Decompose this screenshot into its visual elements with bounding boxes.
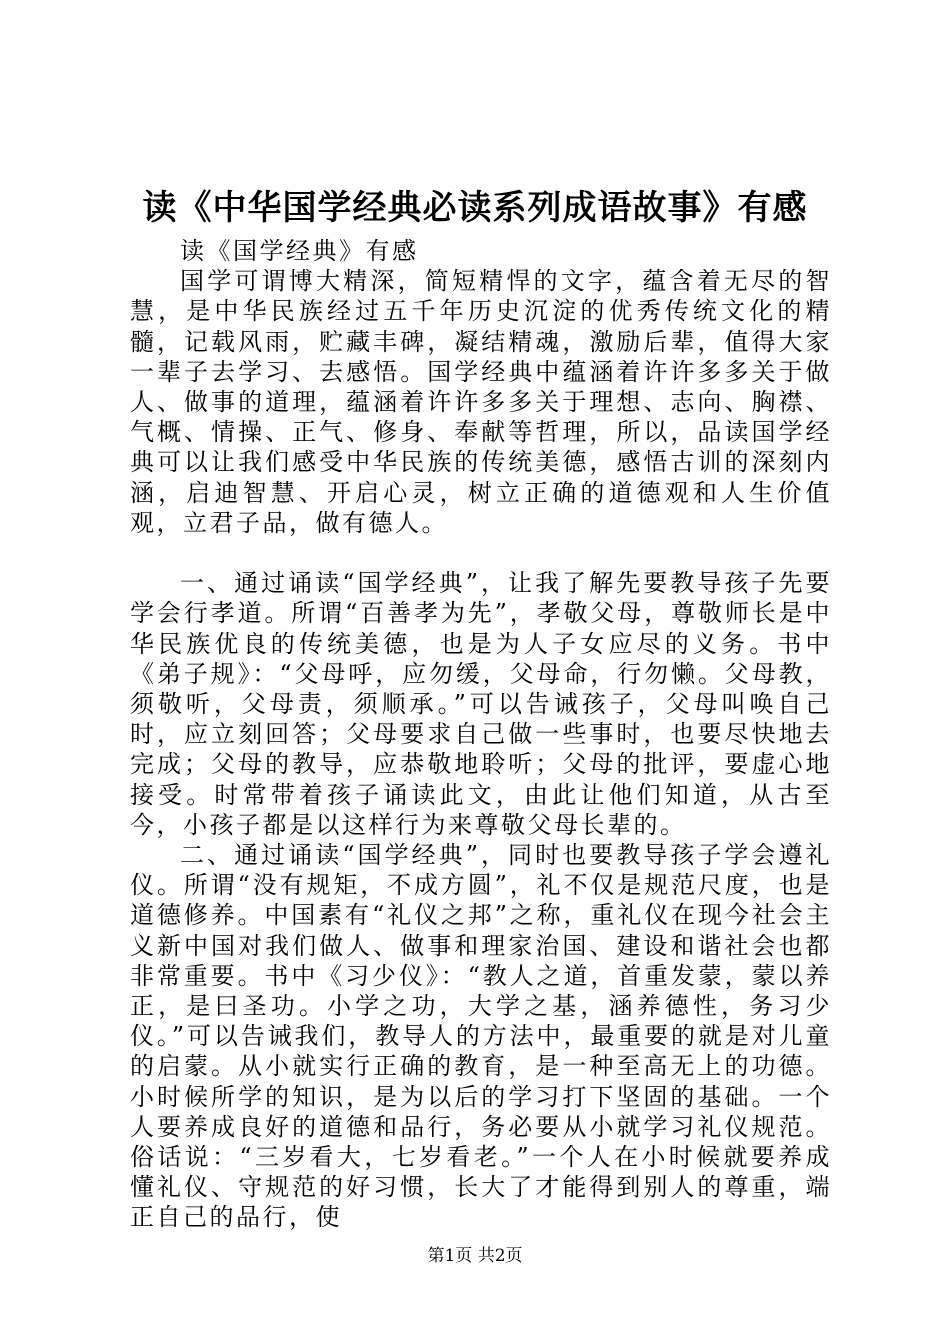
document-title: 读《中华国学经典必读系列成语故事》有感 [142, 188, 808, 228]
document-body [130, 236, 832, 1233]
page-footer: 第1页 共2页 [427, 1246, 523, 1266]
paragraph-section-two: 二、通过诵读“国学经典”，同时也要教导孩子学会遵礼仪。所谓“没有规矩，不成方圆”，礼不仅是规范尺度，也是道德修养。中国素有“礼仪之邦”之称，重礼仪在现今社会主义新中国对我们做人、做事和理家治国、建设和谐社会也都非常重要。书中《习少仪》：“教人之道，首重发蒙，蒙以养正，是曰圣功。小学之功，大学之基，涵养德性，务习少仪。”可以告诫我们，教导人的方法中，最重要的就是对儿童的启蒙。从小就实行正确的教育，是一种至高无上的功德。小时候所学的知识，是为以后的学习打下坚固的基础。一个人要养成良好的道德和品行，务必要从小就学习礼仪规范。俗话说：“三岁看大，七岁看老。”一个人在小时候就要养成懂礼仪、守规范的好习惯，长大了才能得到别人的尊重，端正自己的品行，使 [130, 841, 832, 1232]
paragraph-section-one: 一、通过诵读“国学经典”，让我了解先要教导孩子先要学会行孝道。所谓“百善孝为先”，孝敬父母，尊敬师长是中华民族优良的传统美德，也是为人子女应尽的义务。书中《弟子规》：“父母呼，应勿缓，父母命，行勿懒。父母教，须敬听，父母责，须顺承。”可以告诫孩子，父母叫唤自己时，应立刻回答；父母要求自己做一些事时，也要尽快地去完成；父母的教导，应恭敬地聆听；父母的批评，要虚心地接受。时常带着孩子诵读此文，由此让他们知道，从古至今，小孩子都是以这样行为来尊敬父母长辈的。 [130, 569, 832, 839]
paragraph-subtitle: 读《国学经典》有感 [180, 237, 419, 265]
paragraph-intro: 国学可谓博大精深，简短精悍的文字，蕴含着无尽的智慧，是中华民族经过五千年历史沉淀的优秀传统文化的精髓，记载风雨，贮藏丰碑，凝结精魂，激励后辈，值得大家一辈子去学习、去感悟。国学经典中蕴涵着许许多多关于做人、做事的道理，蕴涵着许许多多关于理想、志向、胸襟、气概、情操、正气、修身、奉献等哲理，所以，品读国学经典可以让我们感受中华民族的传统美德，感悟古训的深刻内涵，启迪智慧、开启心灵，树立正确的道德观和人生价值观，立君子品，做有德人。 [130, 267, 832, 537]
